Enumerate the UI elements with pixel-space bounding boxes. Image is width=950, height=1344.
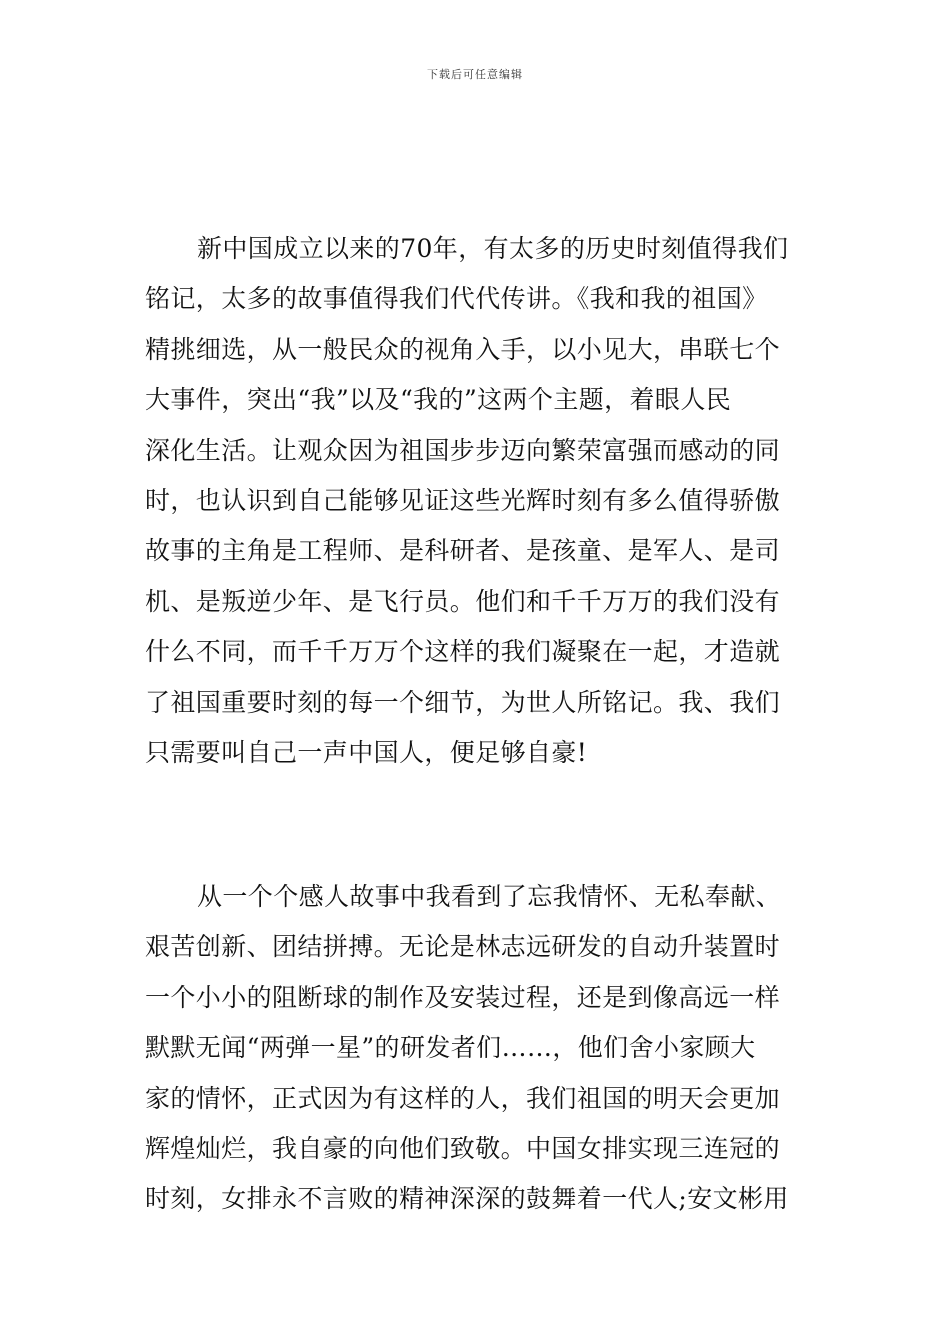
paragraph-line: 精挑细选，从一般民众的视角入手，以小见大，串联七个 [145,334,781,364]
paragraph-line: 家的情怀，正式因为有这样的人，我们祖国的明天会更加 [145,1083,781,1113]
paragraph-line: 从一个个感人故事中我看到了忘我情怀、无私奉献、 [197,882,782,911]
paragraph-line: 只需要叫自己一声中国人，便足够自豪! [145,738,588,768]
paragraph-line: 了祖国重要时刻的每一个细节，为世人所铭记。我、我们 [145,687,781,717]
paragraph-line: 机、是叛逆少年、是飞行员。他们和千千万万的我们没有 [145,586,781,616]
paragraph-1 [145,224,815,778]
paragraph-line: 深化生活。让观众因为祖国步步迈向繁荣富强而感动的同 [145,435,781,465]
paragraph-line: 艰苦创新、团结拼搏。无论是林志远研发的自动升装置时 [145,932,781,962]
paragraph-line: 新中国成立以来的70年，有太多的历史时刻值得我们 [197,234,789,263]
paragraph-line: 一个小小的阻断球的制作及安装过程，还是到像高远一样 [145,982,781,1012]
paragraph-line: 故事的主角是工程师、是科研者、是孩童、是军人、是司 [145,536,781,566]
paragraph-line: 时，也认识到自己能够见证这些光辉时刻有多么值得骄傲 [145,486,781,516]
paragraph-line: 时刻，女排永不言败的精神深深的鼓舞着一代人;安文彬用 [145,1184,789,1214]
paragraph-line: 什么不同，而千千万万个这样的我们凝聚在一起，才造就 [145,637,781,667]
page-header-note: 下载后可任意编辑 [427,68,523,81]
paragraph-line: 大事件，突出“我”以及“我的”这两个主题，着眼人民 [145,385,732,415]
paragraph-2 [145,872,815,1225]
paragraph-line: 铭记，太多的故事值得我们代代传讲。《我和我的祖国》 [145,284,768,314]
paragraph-line: 默默无闻“两弹一星”的研发者们……，他们舍小家顾大 [145,1033,756,1063]
paragraph-line: 辉煌灿烂，我自豪的向他们致敬。中国女排实现三连冠的 [145,1134,781,1164]
